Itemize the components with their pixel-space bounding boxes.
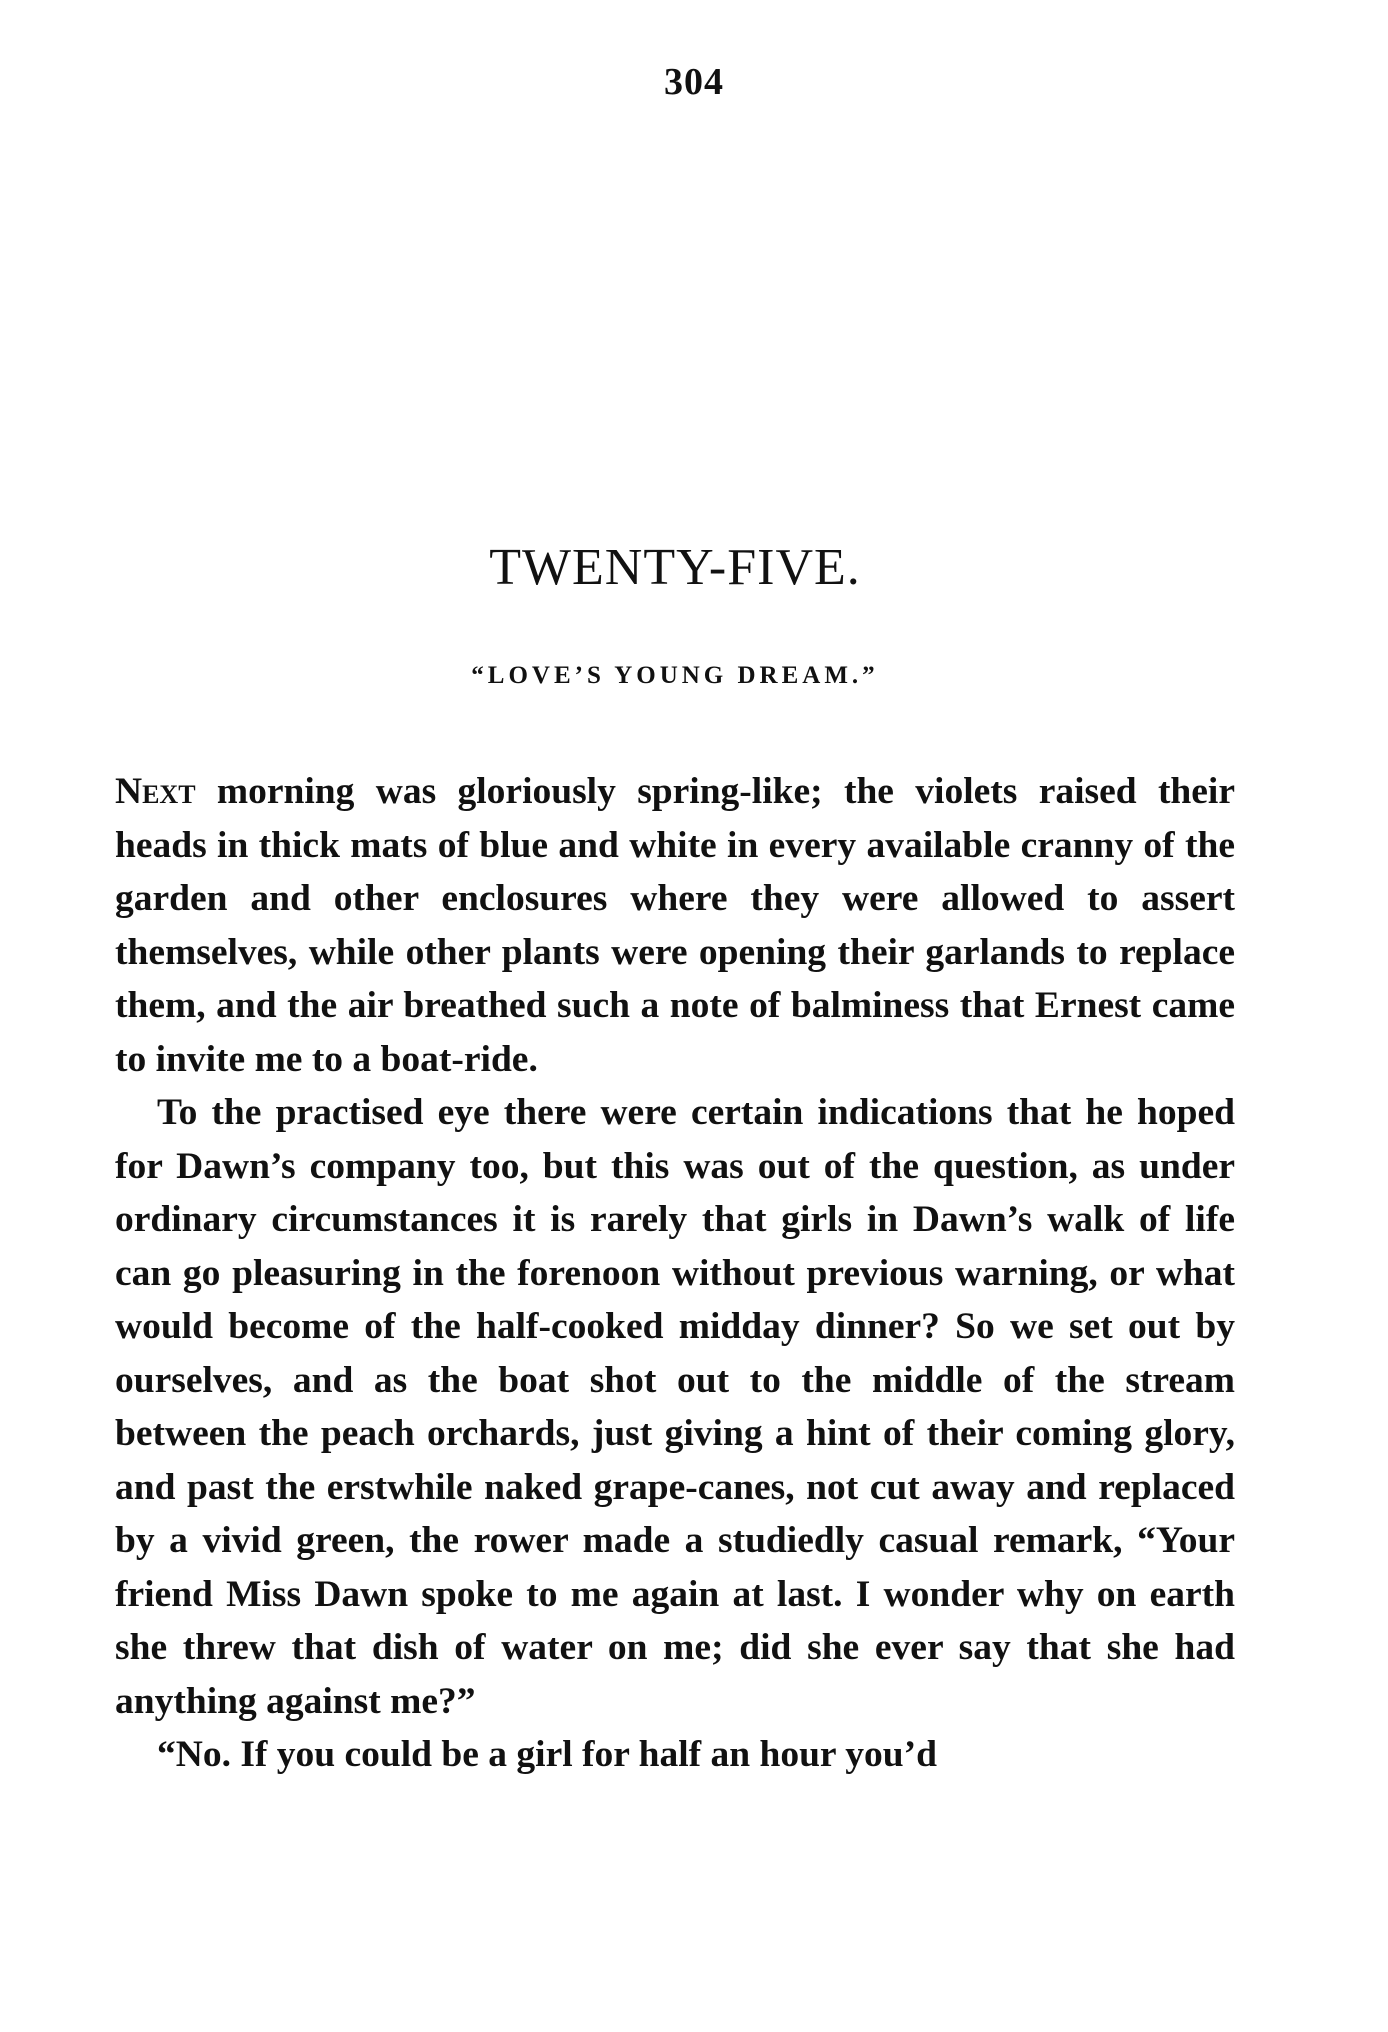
- paragraph-3: “No. If you could be a girl for half an hour you’d: [157, 1734, 937, 1775]
- paragraph-1: [115, 765, 1235, 1086]
- body-text: [115, 765, 1235, 1782]
- paragraph-2: To the practised eye there were certain indications that he hoped for Dawn’s company too, but this was out of the question, as under ordinary circumstances it is rarely that girls in Dawn’s walk of life can go pleasuring in the forenoon without previous warning, or what would become of the half-cooked midday dinner? So we set out by ourselves, and as the boat shot out to the middle of the stream between the peach orchards, just giving a hint of their coming glory, and past the erstwhile naked grape-canes, not cut away and replaced by a vivid green, the rower made a studiedly casual remark, “Your friend Miss Dawn spoke to me again at last. I wonder why on earth she threw that dish of water on me; did she ever say that she had anything against me?”: [115, 1092, 1235, 1722]
- chapter-title: TWENTY-FIVE.: [489, 539, 861, 596]
- paragraph-lead-word: Next: [115, 771, 196, 812]
- page-number: 304: [664, 61, 724, 103]
- chapter-subtitle: “LOVE’S YOUNG DREAM.”: [471, 662, 879, 689]
- paragraph-text: morning was gloriously spring-like; the violets raised their heads in thick mats of blue and white in every available cranny of the garden and other enclosures where they were allowed to assert themselves, while other plants were opening their garlands to replace them, and the air breathed such a note of balminess that Ernest came to invite me to a boat-ride.: [115, 771, 1235, 1080]
